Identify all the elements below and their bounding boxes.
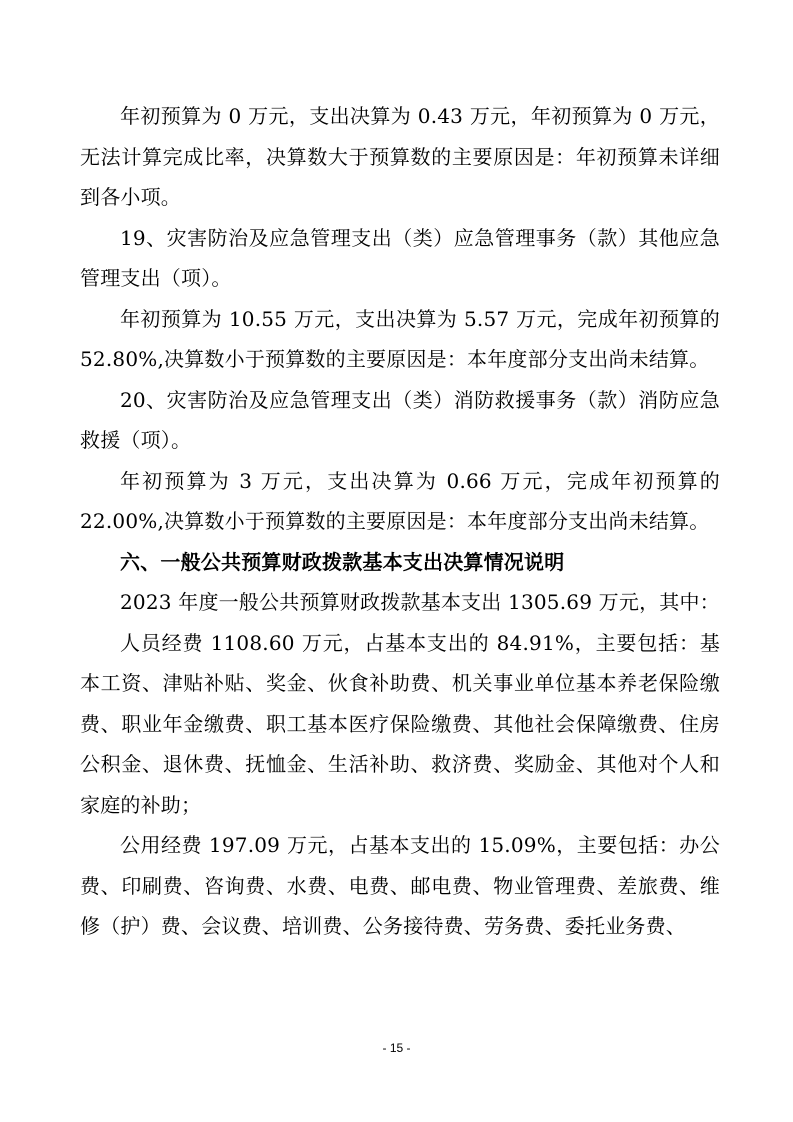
paragraph: 人员经费 1108.60 万元，占基本支出的 84.91%，主要包括：基本工资、津贴补贴、奖金、伙食补助费、机关事业单位基本养老保险缴费、职业年金缴费、职工基本医疗保险缴费、其他社会保障缴费、住房公积金、退休费、抚恤金、生活补助、救济费、奖励金、其他对个人和家庭的补助； xyxy=(80,630,720,817)
section-heading: 六、一般公共预算财政拨款基本支出决算情况说明 xyxy=(120,549,565,574)
paragraph: 20、灾害防治及应急管理支出（类）消防救援事务（款）消防应急救援（项）。 xyxy=(80,387,720,452)
paragraph: 公用经费 197.09 万元，占基本支出的 15.09%，主要包括：办公费、印刷费、咨询费、水费、电费、邮电费、物业管理费、差旅费、维修（护）费、会议费、培训费、公务接待费、劳务费、委托业务费、 xyxy=(80,833,720,938)
paragraph: 2023 年度一般公共预算财政拨款基本支出 1305.69 万元，其中： xyxy=(120,590,720,614)
page-number: - 15 - xyxy=(382,1041,411,1055)
paragraph: 年初预算为 0 万元，支出决算为 0.43 万元，年初预算为 0 万元，无法计算完成比率，决算数大于预算数的主要原因是：年初预算未详细到各小项。 xyxy=(80,104,720,209)
paragraph: 年初预算为 10.55 万元，支出决算为 5.57 万元，完成年初预算的 52.80%,决算数小于预算数的主要原因是：本年度部分支出尚未结算。 xyxy=(80,306,720,371)
body-text xyxy=(80,96,720,947)
paragraph: 年初预算为 3 万元，支出决算为 0.66 万元，完成年初预算的 22.00%,决算数小于预算数的主要原因是：本年度部分支出尚未结算。 xyxy=(80,468,720,533)
paragraph: 19、灾害防治及应急管理支出（类）应急管理事务（款）其他应急管理支出（项）。 xyxy=(80,225,720,290)
